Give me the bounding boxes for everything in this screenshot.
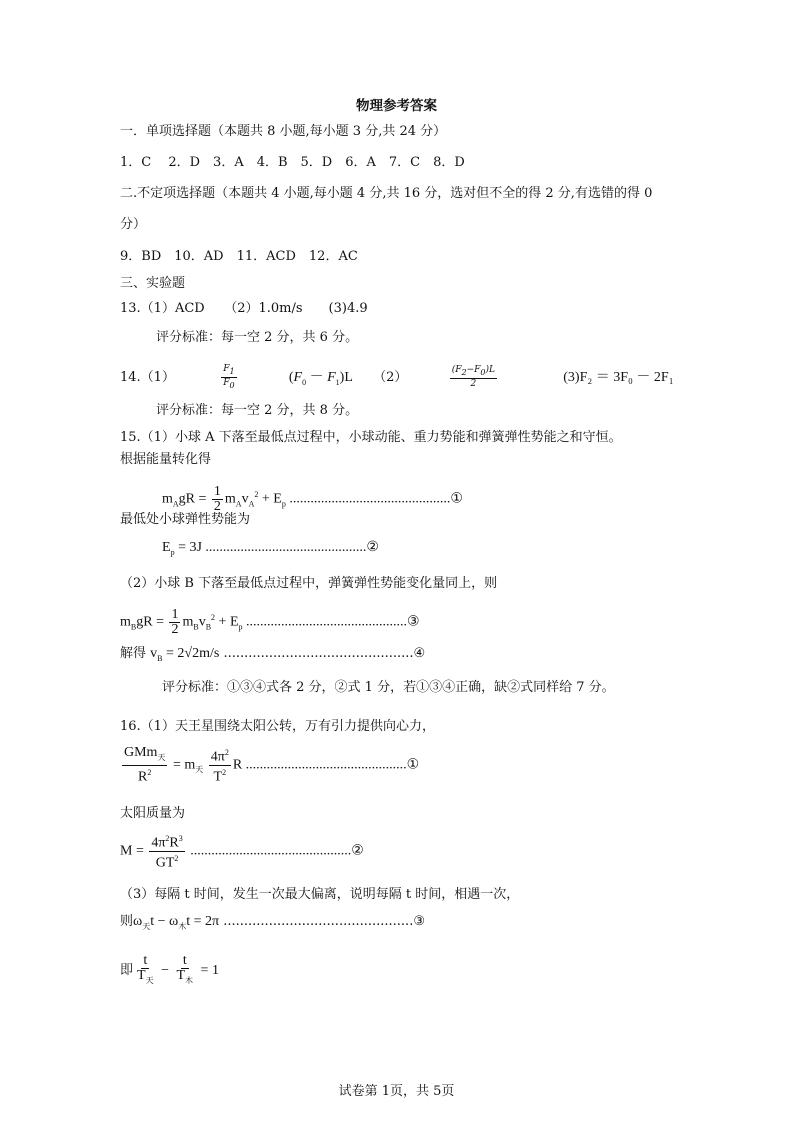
q16-eq4: 即 $\frac{t}{T_天}$ − $\frac{t}{T_木}$ = 1 bbox=[120, 953, 219, 985]
page-title: 物理参考答案 bbox=[356, 98, 437, 114]
q15-eq3: $m_BgR$ = $\frac{1}{2}$ $m_Bv_B^2 + E_p$ ..............................................③ bbox=[120, 606, 420, 637]
q15-eq2-symbol: E bbox=[162, 540, 171, 555]
q15-eq2-tag: ② bbox=[366, 540, 379, 555]
page-footer: 试卷第 1页，共 5页 bbox=[338, 1084, 455, 1099]
section2-answers: 9．BD 10．AD 11．ACD 12．AC bbox=[120, 249, 358, 264]
q15-solve-prefix: 解得 bbox=[120, 646, 147, 661]
q15-line1: 15.（1）小球 A 下落至最低点过程中，小球动能、重力势能和弹簧弹性势能之和守恒。 bbox=[120, 430, 622, 445]
q15-line4: （2）小球 B 下落至最低点过程中，弹簧弹性势能变化量同上，则 bbox=[120, 576, 498, 591]
q16-eq1-tag: ① bbox=[406, 757, 420, 773]
q14-score: 评分标准：每一空 2 分，共 8 分。 bbox=[156, 403, 359, 418]
q14-fraction-2: $\frac{(F_2-F_0)L}{2}$ bbox=[451, 365, 495, 389]
q14-expression-1: $(F_0 - F_1)L$ bbox=[288, 370, 353, 387]
q15-eq4-tag: ④ bbox=[413, 646, 426, 661]
q16-eq3-prefix: 则 bbox=[120, 914, 134, 929]
q14-label: 14.（1） bbox=[120, 370, 175, 385]
q16-line3: （3）每隔 t 时间，发生一次最大偏离，说明每隔 t 时间，相遇一次， bbox=[120, 887, 520, 902]
q16-eq3: 则$\omega_天t - \omega_木t = 2\pi$ ..............................................③ bbox=[120, 914, 425, 931]
section2-heading-line2: 分） bbox=[120, 217, 147, 232]
q15-eq2-value: = 3J bbox=[174, 540, 202, 555]
q15-line2: 根据能量转化得 bbox=[120, 452, 212, 467]
q16-eq3-tag: ③ bbox=[413, 914, 425, 929]
q14-answers bbox=[120, 364, 674, 397]
q13-answers: 13.（1）ACD （2）1.0m/s (3)4.9 bbox=[120, 301, 368, 316]
q15-score: 评分标准：①③④式各 2 分，②式 1 分，若①③④正确，缺②式同样给 7 分。 bbox=[162, 680, 615, 695]
q15-eq4: 解得 $v_B = 2√2m/s$ ..............................................④ bbox=[120, 646, 426, 663]
q13-score: 评分标准：每一空 2 分，共 6 分。 bbox=[156, 330, 359, 345]
q16-line2: 太阳质量为 bbox=[120, 806, 186, 821]
q16-eq2: M = $\frac{4\pi^2R^3}{GT^2}$ ..............................................② bbox=[120, 834, 364, 871]
section3-heading: 三、实验题 bbox=[120, 276, 186, 291]
q15-eq1-tag: ① bbox=[450, 491, 463, 507]
q15-line3: 最低处小球弹性势能为 bbox=[120, 512, 251, 527]
section1-heading: 一．单项选择题（本题共 8 小题,每小题 3 分,共 24 分） bbox=[120, 124, 447, 139]
q14-fraction-1: $\frac{F_1}{F_0}$ bbox=[223, 364, 235, 390]
section2-heading-line1: 二.不定项选择题（本题共 4 小题,每小题 4 分,共 16 分，选对但不全的得 2 分,有选错的得 0 bbox=[120, 186, 653, 201]
q14-part3: (3)F₂ ＝ 3F₀ － 2F₁ bbox=[563, 370, 674, 385]
q15-eq2: $E_p = 3J$ ..............................................② bbox=[162, 540, 379, 557]
q16-eq1: $\frac{GMm_天}{R^2}$ = $m_天$ $\frac{4\pi^2}{T^2}$ R ..............................................① bbox=[124, 745, 420, 785]
q16-eq4-prefix: 即 bbox=[120, 963, 134, 979]
q16-line1: 16.（1）天王星围绕太阳公转，万有引力提供向心力， bbox=[120, 719, 435, 734]
q14-part2: （2） bbox=[373, 370, 408, 385]
section1-answers: 1．C 2．D 3．A 4．B 5．D 6．A 7．C 8．D bbox=[120, 155, 465, 170]
q15-eq3-tag: ③ bbox=[407, 614, 420, 630]
q15-eq1: $m_AgR$ = $\frac{1}{2}$ $m_Av_A^2 + E_p$ ..............................................① bbox=[162, 483, 463, 514]
q16-eq2-tag: ② bbox=[351, 843, 364, 859]
